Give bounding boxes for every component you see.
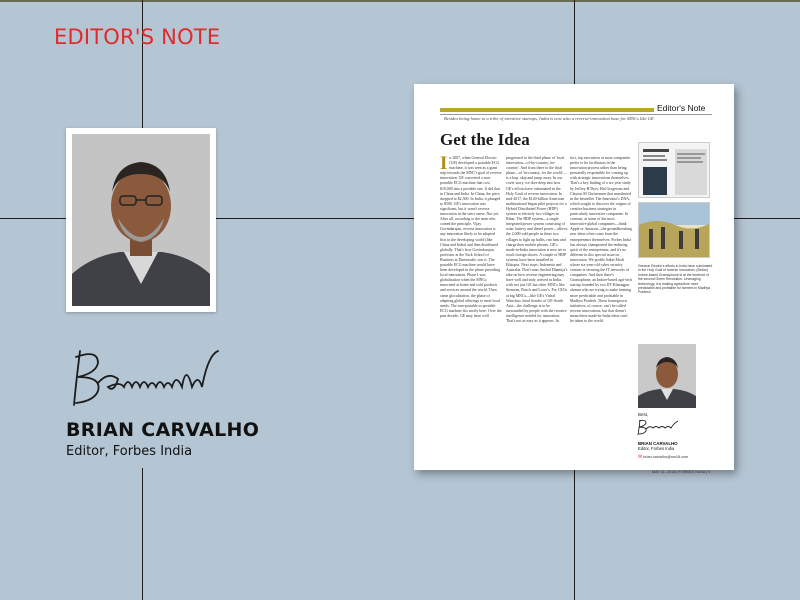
- column-3-text: fact, top executives at most companies prefer to be facilitators in the innovation process rather than being personally responsible for coming up with strategic innovations themselves. That's a key finding of a six-year study by Jeffrey H Dyer, Hal Gregersen and Clayton M Christensen that manifested in the bestseller The Innovator's DNA, which sought to discover the origins of creative business strategies in particularly innovative companies. In contrast, at some of the most innovative global companies—think Apple or Amazon—the groundbreaking new ideas often come from the entrepreneurs themselves. Forbes India has always championed the enduring spirit of the entrepreneur, and it's no different in this special issue on innovation. We profile Saket Modi whose six-year-old cyber security venture is securing the IT networks of companies. And then there's Gramophone, an Indore-based agri-tech startup founded by two IIT-Kharagpur alumni who are trying to make farming more predictable and profitable in Madhya Pradesh. These homegrown initiatives, of course, can't be called reverse innovations, but that doesn't mean these made-in-India ideas can't be taken to the world.: [570, 156, 632, 323]
- cover-thumbnail-1: [638, 142, 710, 198]
- column-2-text: progressed to the third phase of 'local innovation—of-by-country, for-country'. And from there to the final phase—of 'in-country, for the world'—is a hop, skip and jump away. In our cover story, we dive deep into how GE's efforts have culminated in the Holy Grail of reverse innovation. In mid-2017, the $120-billion American multinational began pilot projects for a Hybrid Distributed Power (HDP) system to electrify two villages in Bihar. The HDP system—a single integrated power system consisting of solar, battery and diesel power—allows the 2,000-odd people in these two villages to light up bulbs, run fans and charge their mobile phones. GE's made-in-India innovation is now set to reach foreign shores. A couple of HDP systems have been installed in Ethiopia. Next stops: Indonesia and Australia. Don't miss Anshul Dhamija's take on how reverse engineering may have well and truly arrived in India, with not just GE but other MNCs like Siemens, Bosch and Lowe's. For CEOs at big MNCs—like GE's Vishal Wanchoo, head honcho of GE-South Asia—the challenge is to be surrounded by people with the creative intelligence needed for innovation. That's not as easy as it appears. In: [506, 156, 568, 323]
- header-divider: [440, 114, 712, 115]
- article-deck: Besides being home to a tribe of inventive startups, India is now also a reverse-innovation base for MNCs like GE: [444, 116, 654, 121]
- article-headline: Get the Idea: [440, 130, 530, 149]
- vertical-rule-left-bottom: [142, 468, 143, 600]
- mini-author-role: Editor, Forbes India: [638, 446, 675, 451]
- mini-editor-photo: [638, 344, 696, 408]
- horizontal-rule-right: [734, 218, 800, 219]
- article-column-1: [440, 156, 502, 456]
- vertical-rule-right: [574, 0, 575, 84]
- editor-photo-frame: [66, 128, 216, 312]
- article-column-2: [506, 156, 568, 456]
- section-accent-bar: [440, 108, 654, 112]
- author-email: [638, 454, 688, 460]
- page-footer: MAY 11, 2018 | FORBES INDIA | 9: [652, 470, 711, 474]
- section-label: Editor's Note: [657, 103, 706, 113]
- editor-photo: [72, 134, 210, 306]
- article-column-3: [570, 156, 632, 456]
- horizontal-rule-middle: [216, 218, 414, 219]
- top-border: [0, 0, 800, 2]
- magazine-page: [414, 84, 734, 474]
- photo-caption: General Electric's efforts in India have culminated in the Holy Grail of reverse innovation; (Below) Indore-based Gramophone is at the forefront of the second Green Revolution. Leveraging technology, it is making agriculture more predictable and profitable for farmers in Madhya Pradesh: [638, 264, 713, 295]
- mini-signature: [636, 417, 684, 437]
- vertical-rule-right-bottom: [574, 470, 575, 600]
- cover-thumbnail-2: [638, 202, 710, 258]
- section-heading: EDITOR'S NOTE: [54, 25, 221, 49]
- drop-cap: I: [440, 156, 448, 174]
- signature: [68, 343, 238, 413]
- mail-icon: ✉: [638, 454, 643, 460]
- author-role: Editor, Forbes India: [66, 444, 193, 459]
- sign-off: Best,: [638, 412, 649, 417]
- horizontal-rule-left: [0, 218, 66, 219]
- vertical-rule-left: [142, 0, 143, 128]
- mini-author-name: BRIAN CARVALHO: [638, 441, 678, 446]
- column-1-text: n 2007, when General Electric (GE) developed a portable ECG machine, it was seen as a giant step towards the MNC's goal of reverse innovation. GE converted a non-portable ECG machine that cost $10,000 into a portable one. It did that in China and India. In China, the price dropped to $2,500. In India, it plunged to $500. GE's innovation was significant, but it wasn't reverse innovation in the strict sense. Not yet. After all, according to the man who coined the principle, Vijay Govindarajan, reverse innovation is any innovation likely to be adopted first in the developing world (like China and India) and then distributed globally. That's how Govindarajan, professor at the Tuck School of Business at Dartmouth, saw it. The portable ECG machine would have been developed in the phase preceding local innovation. Phase I was globalisation when the MNCs innovated at home and sold products and services around the world. Then came glocalisation, the phase of adapting global offerings to meet local needs. The non-portable to portable ECG machine fits nicely here. Over the past decade, GE may have well: [440, 156, 502, 318]
- email-text: brian.carvalho@nw18.com: [643, 455, 689, 459]
- author-name: BRIAN CARVALHO: [66, 419, 260, 441]
